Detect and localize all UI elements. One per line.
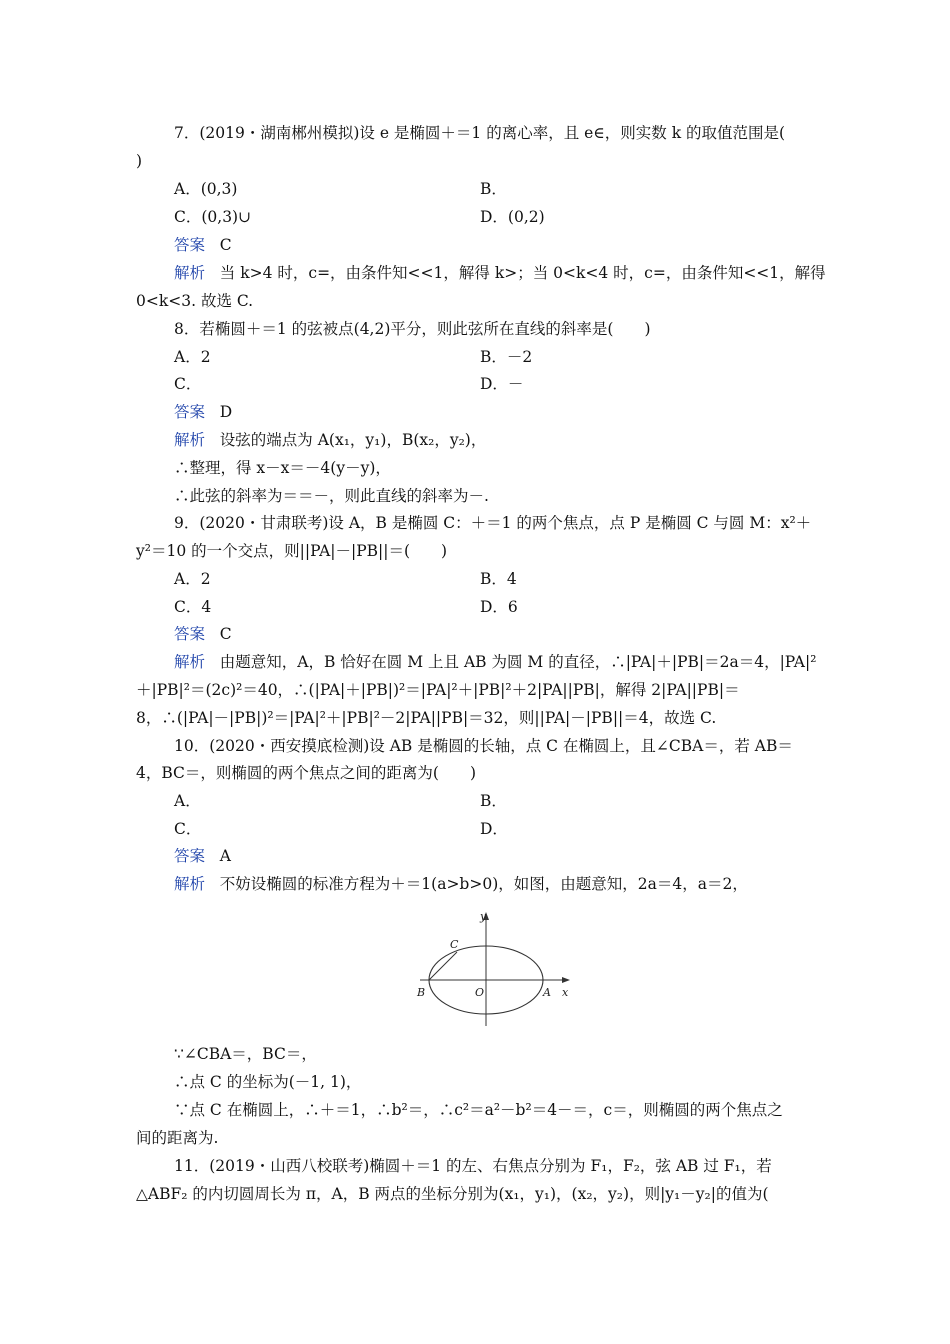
q10-option-d: D． [480,820,508,838]
answer-label: 答案 [174,236,206,254]
answer-value: C [219,236,232,254]
q7-stem-line1: 7．(2019・湖南郴州模拟)设 e 是椭圆＋＝1 的离心率，且 e∈，则实数 k 的取值范围是( [174,124,786,142]
answer-value: D [219,403,233,421]
q10-stem-line1: 10．(2020・西安摸底检测)设 AB 是椭圆的长轴，点 C 在椭圆上，且∠CBA＝，若 AB＝ [174,737,793,755]
solution-label: 解析 [174,431,206,449]
q8-option-d: D．－ [480,375,524,393]
label-c: C [450,938,459,951]
q7-solution-line2: 0<k<3. 故选 C. [136,292,254,310]
q9-option-a: A．2 [174,570,211,588]
q8-option-a: A．2 [174,348,211,366]
q8-solution-line2: ∴整理，得 x－x＝－4(y－y)， [174,459,391,477]
q10-answer [174,846,231,866]
label-o: O [475,986,485,999]
q11-stem-line1: 11．(2019・山西八校联考)椭圆＋＝1 的左、右焦点分别为 F₁，F₂，弦 AB 过 F₁，若 [174,1157,772,1175]
q8-solution-line3: ∴此弦的斜率为＝＝－，则此直线的斜率为－. [174,487,489,505]
solution-label: 解析 [174,653,206,671]
q9-stem-line1: 9．(2020・甘肃联考)设 A，B 是椭圆 C：＋＝1 的两个焦点，点 P 是椭圆 C 与圆 M：x²＋ [174,514,812,532]
q10-solution-line4: ∵点 C 在椭圆上，∴＋＝1，∴b²＝，∴c²＝a²－b²＝4－＝，c＝，则椭圆的两个焦点之 [174,1101,783,1119]
solution-text: 当 k>4 时，c=，由条件知<<1，解得 k>；当 0<k<4 时，c=，由条件知<<1，解得 [219,264,826,282]
q7-answer [174,235,232,255]
q7-solution-line1 [174,263,826,283]
q10-option-a: A． [174,792,201,810]
q11-stem-line2: △ABF₂ 的内切圆周长为 π，A，B 两点的坐标分别为(x₁，y₁)，(x₂，y₂)，则|y₁－y₂|的值为( [136,1185,769,1203]
q10-solution-line1 [174,874,748,894]
q9-answer [174,624,232,644]
x-axis-arrow-icon [562,977,570,983]
q9-stem-line2: y²＝10 的一个交点，则||PA|－|PB||＝( ) [136,542,448,560]
q10-solution-line2: ∵∠CBA＝，BC＝， [174,1045,317,1063]
q8-solution-line1 [174,430,486,450]
q9-option-b: B．4 [480,570,517,588]
label-b: B [417,986,426,999]
solution-text: 不妨设椭圆的标准方程为＋＝1(a>b>0)，如图，由题意知，2a＝4，a＝2， [219,875,748,893]
q10-option-b: B． [480,792,507,810]
q8-stem: 8．若椭圆＋＝1 的弦被点(4,2)平分，则此弦所在直线的斜率是( ) [174,320,651,338]
solution-label: 解析 [174,264,206,282]
q7-stem-line2: ) [136,152,143,170]
q9-option-c: C．4 [174,598,212,616]
solution-text: 设弦的端点为 A(x₁，y₁)，B(x₂，y₂)， [219,431,487,449]
answer-label: 答案 [174,403,206,421]
answer-label: 答案 [174,847,206,865]
q7-option-a: A．(0,3) [174,180,238,198]
q9-solution-line2: ＋|PB|²＝(2c)²＝40，∴(|PA|＋|PB|)²＝|PA|²＋|PB|²＋2|PA||PB|，解得 2|PA||PB|＝ [136,681,740,699]
answer-label: 答案 [174,625,206,643]
answer-value: A [219,847,231,865]
ellipse-figure [410,908,580,1032]
solution-label: 解析 [174,875,206,893]
q8-option-c: C． [174,375,202,393]
label-a: A [543,986,551,999]
q9-solution-line1 [174,652,816,672]
q7-option-b: B． [480,180,507,198]
q10-option-c: C． [174,820,202,838]
q7-option-c: C．(0,3)∪ [174,208,252,226]
q10-solution-line3: ∴点 C 的坐标为(－1, 1)， [174,1073,362,1091]
answer-value: C [219,625,232,643]
label-y: y [480,910,487,923]
solution-text: 由题意知，A，B 恰好在圆 M 上且 AB 为圆 M 的直径，∴|PA|＋|PB|＝2a＝4，|PA|² [219,653,817,671]
q8-option-b: B．－2 [480,348,533,366]
q10-solution-line5: 间的距离为. [136,1129,219,1147]
q10-stem-line2: 4，BC＝，则椭圆的两个焦点之间的距离为( ) [136,764,476,782]
q9-solution-line3: 8，∴(|PA|－|PB|)²＝|PA|²＋|PB|²－2|PA||PB|＝32，则||PA|－|PB||＝4，故选 C. [136,709,717,727]
q7-option-d: D．(0,2) [480,208,545,226]
label-x: x [562,986,569,999]
q9-option-d: D．6 [480,598,518,616]
q8-answer [174,402,232,422]
